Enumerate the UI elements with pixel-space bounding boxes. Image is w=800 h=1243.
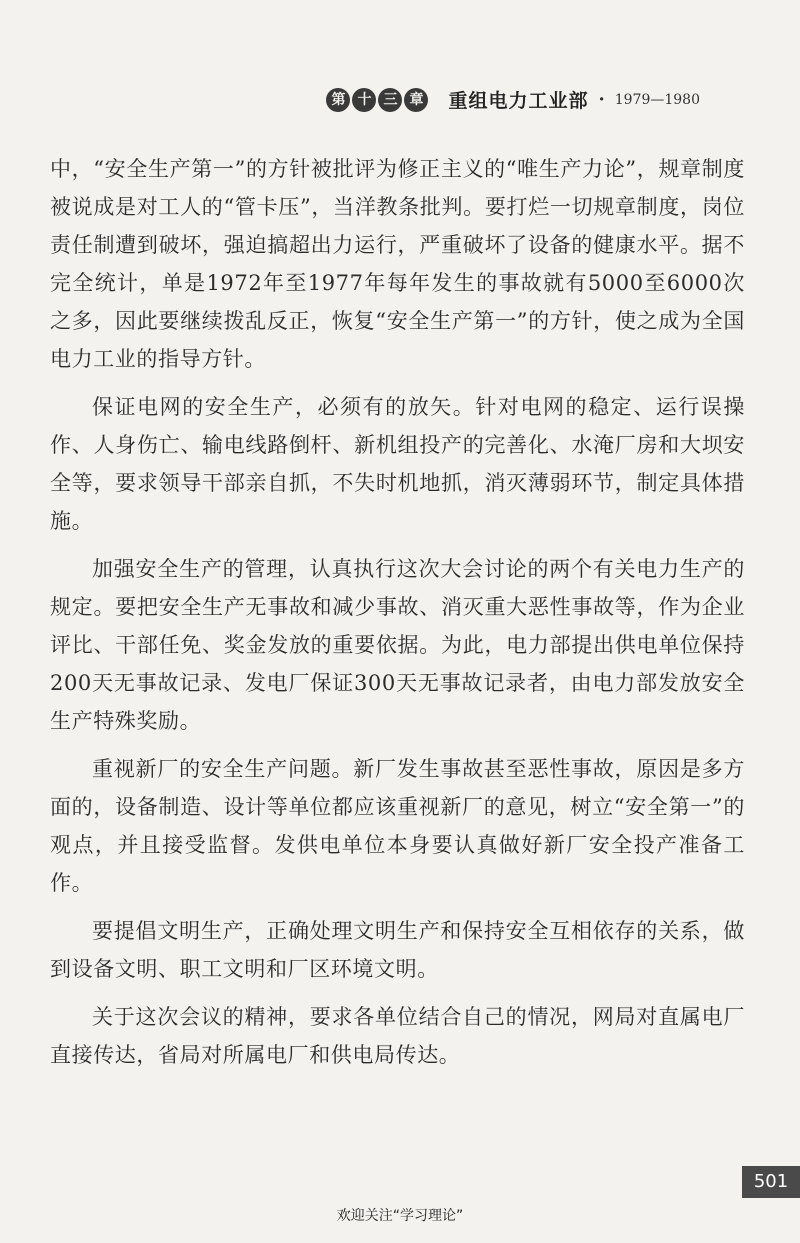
paragraph: 中，“安全生产第一”的方针被批评为修正主义的“唯生产力论”，规章制度被说成是对工人的“管卡压”，当洋教条批判。要打烂一切规章制度，岗位责任制遭到破坏，强迫搞超出力运行，严重破坏了设备的健康水平。据不完全统计，单是1972年至1977年每年发生的事故就有5000至6000次之多，因此要继续拨乱反正，恢复“安全生产第一”的方针，使之成为全国电力工业的指导方针。	[50, 157, 745, 371]
chapter-char: 十	[352, 88, 376, 112]
footer-caption: 欢迎关注“学习理论”	[336, 1208, 464, 1224]
running-header	[326, 86, 700, 113]
chapter-label	[326, 88, 428, 112]
paragraph: 保证电网的安全生产，必须有的放矢。针对电网的稳定、运行误操作、人身伤亡、输电线路倒杆、新机组投产的完善化、水淹厂房和大坝安全等，要求领导干部亲自抓，不失时机地抓，消灭薄弱环节，制定具体措施。	[50, 395, 745, 533]
chapter-char: 章	[404, 88, 428, 112]
chapter-char: 三	[378, 88, 402, 112]
page-number: 501	[742, 1166, 800, 1198]
chapter-title: 重组电力工业部	[448, 90, 589, 112]
paragraph: 关于这次会议的精神，要求各单位结合自己的情况，网局对直属电厂直接传达，省局对所属电厂和供电局传达。	[50, 1005, 745, 1067]
chapter-char: 第	[326, 88, 350, 112]
paragraph: 加强安全生产的管理，认真执行这次大会讨论的两个有关电力生产的规定。要把安全生产无事故和减少事故、消灭重大恶性事故等，作为企业评比、干部任免、奖金发放的重要依据。为此，电力部提出供电单位保持200天无事故记录、发电厂保证300天无事故记录者，由电力部发放安全生产特殊奖励。	[50, 557, 745, 733]
paragraph: 重视新厂的安全生产问题。新厂发生事故甚至恶性事故，原因是多方面的，设备制造、设计等单位都应该重视新厂的意见，树立“安全第一”的观点，并且接受监督。发供电单位本身要认真做好新厂安全投产准备工作。	[50, 757, 745, 895]
header-separator: ·	[598, 89, 605, 110]
body-text	[50, 150, 745, 1084]
chapter-years: 1979—1980	[614, 91, 700, 108]
paragraph: 要提倡文明生产，正确处理文明生产和保持安全互相依存的关系，做到设备文明、职工文明和厂区环境文明。	[50, 919, 745, 981]
